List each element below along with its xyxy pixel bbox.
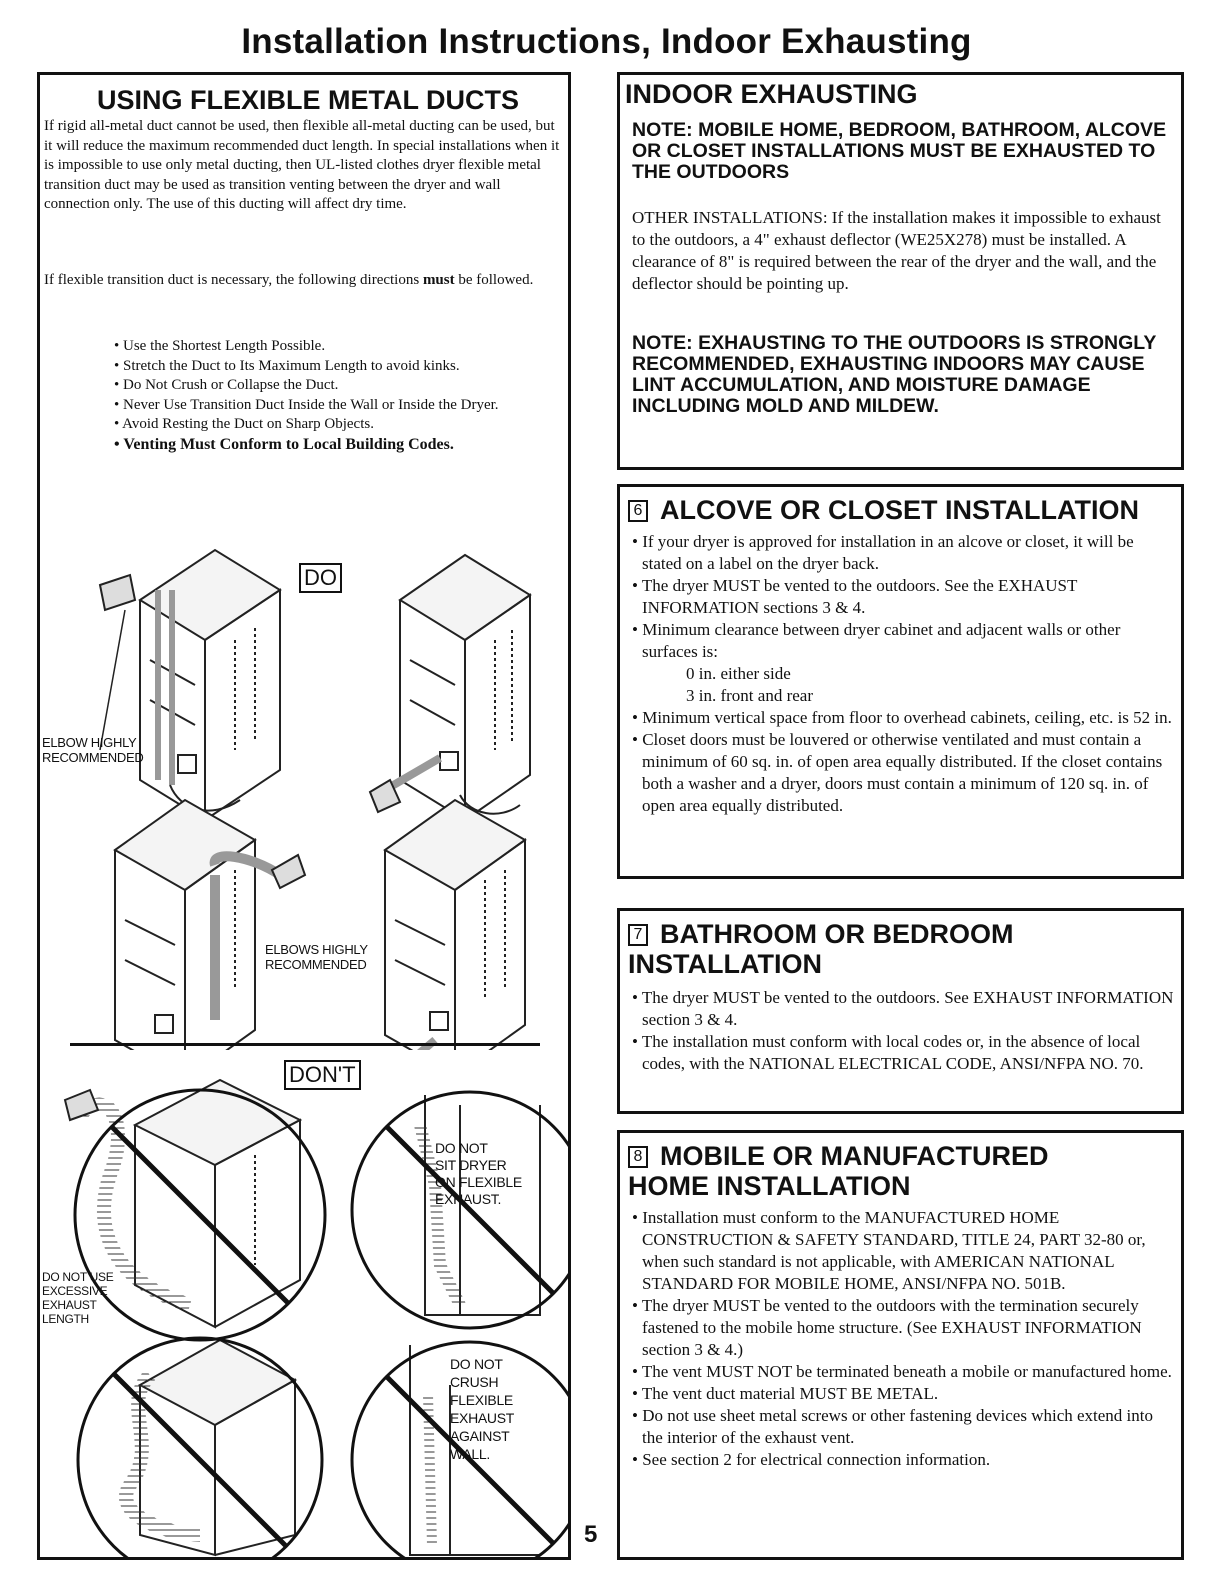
elbow-label [42, 735, 143, 765]
page-number: 5 [584, 1521, 598, 1548]
label-line: DO NOT USE [42, 1270, 114, 1284]
list-item: • The vent duct material MUST BE METAL. [632, 1384, 939, 1403]
list-item: • The dryer MUST be vented to the outdoors with the termination securely fastened to the mobile home structure. (See EXHAUST INFORMATION section 3 & 4.) [632, 1296, 1142, 1359]
bath-heading-row [628, 919, 1048, 979]
mobile-heading: MOBILE OR MANUFACTURED HOME INSTALLATION [628, 1141, 1049, 1201]
flexible-ducts-directions [44, 271, 564, 291]
sit-dryer-label [435, 1140, 522, 1208]
directions-text-end: be followed. [454, 272, 534, 288]
indoor-exhausting-panel [617, 72, 1184, 470]
rule-item: • Stretch the Duct to Its Maximum Length to avoid kinks. [114, 357, 460, 374]
mobile-list [628, 1207, 1176, 1471]
dont-tag: DON'T [284, 1060, 361, 1090]
flexible-ducts-intro: If rigid all-metal duct cannot be used, then flexible all-metal ducting can be used, but it will reduce the maximum recommended duct length. In special installations when it is impossible to use only metal ducting, then UL-listed clothes dryer flexible metal transition duct may be used as transition venting between the dryer and wall connection only. The use of this ducting will affect dry time. [44, 118, 560, 212]
label-line: AGAINST [450, 1428, 510, 1444]
section-number-badge: 7 [628, 924, 648, 946]
flexible-ducts-heading: USING FLEXIBLE METAL DUCTS [96, 85, 519, 115]
flexible-ducts-rules [114, 337, 564, 454]
do-tag: DO [299, 563, 342, 593]
list-item: • Closet doors must be louvered or otherwise ventilated and must contain a minimum of 60 sq. in. of open area equally distributed. If the closet contains both a washer and a dryer, doors must contain a minimum of 120 sq. in. of open area equally distributed. [632, 730, 1163, 815]
list-item: • Minimum vertical space from floor to overhead cabinets, ceiling, etc. is 52 in. [632, 708, 1172, 727]
directions-text: If flexible transition duct is necessary, the following directions [44, 272, 423, 288]
section-number-badge: 6 [628, 500, 648, 522]
flexible-ducts-panel [37, 72, 571, 1560]
list-item: • Minimum clearance between dryer cabinet and adjacent walls or other surfaces is: [632, 620, 1121, 661]
section-number-badge: 8 [628, 1146, 648, 1168]
dryer-illustration [100, 550, 280, 820]
alcove-heading-row [628, 495, 1178, 525]
label-line: CRUSH [450, 1374, 499, 1390]
mobile-heading-row [628, 1141, 1078, 1201]
alcove-list [628, 531, 1176, 817]
alcove-heading: ALCOVE OR CLOSET INSTALLATION [660, 495, 1139, 525]
list-item: 0 in. either side [686, 664, 791, 683]
rule-item: • Avoid Resting the Duct on Sharp Objects. [114, 416, 374, 432]
crush-label [450, 1355, 514, 1463]
list-item: • If your dryer is approved for installation in an alcove or closet, it will be stated on a label on the dryer back. [632, 532, 1134, 573]
label-line: LENGTH [42, 1312, 89, 1326]
section-divider [70, 1043, 540, 1046]
label-line: EXHAUST. [435, 1191, 502, 1207]
bath-heading: BATHROOM OR BEDROOM INSTALLATION [628, 919, 1014, 979]
label-line: SIT DRYER [435, 1157, 507, 1173]
dryer-illustration [370, 555, 530, 820]
indoor-other-installations: OTHER INSTALLATIONS: If the installation makes it impossible to exhaust to the outdoors, a 4" exhaust deflector (WE25X278) must be installed. A clearance of 8" is required between the rear of the dryer and the wall, and the deflector should be pointing up. [632, 208, 1161, 293]
mobile-home-panel [617, 1130, 1184, 1560]
label-line: EXCESSIVE [42, 1284, 108, 1298]
dryer-illustration [115, 800, 305, 1050]
list-item: • Do not use sheet metal screws or other fastening devices which extend into the interior of the exhaust vent. [632, 1406, 1153, 1447]
label-line: DO NOT [435, 1140, 488, 1156]
rule-item: • Use the Shortest Length Possible. [114, 338, 326, 354]
bath-list [628, 987, 1176, 1075]
list-item: • The installation must conform with local codes or, in the absence of local codes, with the NATIONAL ELECTRICAL CODE, ANSI/NFPA NO. 70. [632, 1032, 1144, 1073]
elbows-label-line: ELBOWS HIGHLY [265, 942, 368, 957]
rule-item: • Never Use Transition Duct Inside the Wall or Inside the Dryer. [114, 396, 499, 413]
elbow-label-line: ELBOW HIGHLY [42, 735, 137, 750]
list-item: • See section 2 for electrical connection information. [632, 1450, 991, 1469]
dryer-illustration [385, 800, 525, 1050]
elbows-label [265, 942, 368, 972]
excessive-length-label [42, 1270, 113, 1326]
rule-item: • Venting Must Conform to Local Building Codes. [114, 435, 454, 453]
rule-item: • Do Not Crush or Collapse the Duct. [114, 377, 339, 393]
label-line: EXHAUST [450, 1410, 515, 1426]
list-item: • The dryer MUST be vented to the outdoors. See EXHAUST INFORMATION section 3 & 4. [632, 988, 1174, 1029]
do-illustrations [40, 530, 568, 1050]
indoor-note-recommended: NOTE: EXHAUSTING TO THE OUTDOORS IS STRONGLY RECOMMENDED, EXHAUSTING INDOORS MAY CAUSE LINT ACCUMULATION, AND MOISTURE DAMAGE INCLUDING MOLD AND MILDEW. [632, 332, 1157, 417]
elbows-label-line: RECOMMENDED [265, 957, 367, 972]
list-item: 3 in. front and rear [686, 686, 813, 705]
list-item: • The vent MUST NOT be terminated beneath a mobile or manufactured home. [632, 1362, 1172, 1381]
indoor-note-outdoors: NOTE: MOBILE HOME, BEDROOM, BATHROOM, ALCOVE OR CLOSET INSTALLATIONS MUST BE EXHAUSTED TO THE OUTDOORS [632, 119, 1167, 183]
label-line: WALL. [450, 1446, 490, 1462]
label-line: ON FLEXIBLE [435, 1174, 522, 1190]
indoor-exhausting-heading: INDOOR EXHAUSTING [625, 79, 918, 109]
elbow-label-line: RECOMMENDED [42, 750, 144, 765]
bathroom-bedroom-panel [617, 908, 1184, 1114]
dryer-illustration [126, 1340, 295, 1555]
label-line: FLEXIBLE [450, 1392, 513, 1408]
list-item: • The dryer MUST be vented to the outdoors. See the EXHAUST INFORMATION sections 3 & 4. [632, 576, 1078, 617]
list-item: • Installation must conform to the MANUFACTURED HOME CONSTRUCTION & SAFETY STANDARD, TITLE 24, PART 32-80 or, when such standard is not applicable, with AMERICAN NATIONAL STANDARD FOR MOBILE HOME, ANSI/NFPA NO. 501B. [632, 1208, 1146, 1293]
page-title: Installation Instructions, Indoor Exhausting [241, 22, 972, 61]
directions-must: must [422, 272, 455, 288]
label-line: DO NOT [450, 1356, 503, 1372]
label-line: EXHAUST [42, 1298, 97, 1312]
alcove-closet-panel [617, 484, 1184, 879]
